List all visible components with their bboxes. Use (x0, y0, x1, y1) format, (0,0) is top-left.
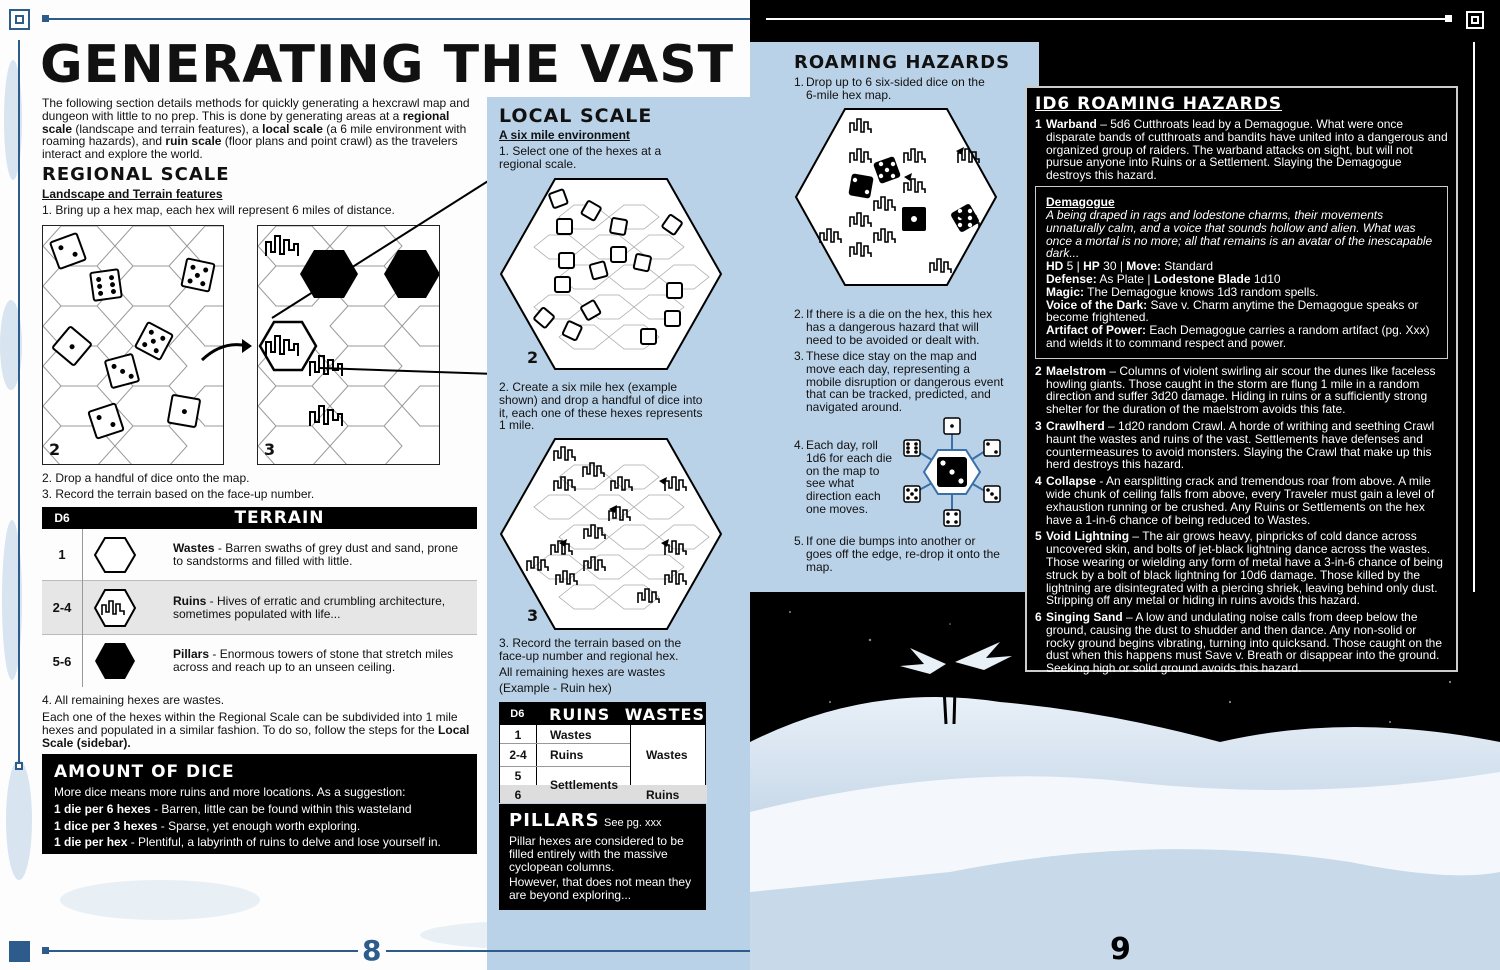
col-wastes: WASTES (624, 704, 705, 724)
rule-cap (15, 762, 23, 770)
arrow-icon (198, 334, 256, 364)
demagogue-voice (1046, 299, 1437, 325)
ruins-result: Settlements (550, 778, 619, 792)
subdivide-link: Local Scale (sidebar). (42, 722, 470, 750)
right-page (750, 0, 1500, 970)
step-text: Each day, roll 1d6 for each die on the map to see what direction each one moves. (806, 438, 893, 516)
terrain-roll: 1 (58, 547, 66, 562)
hazard-text: – A low and undulating noise calls from deep below the ground, causing the dust to shudder and then dance. Any non-solid or rocky ground begins vibrating, turning into quicksand. Those caught on the dust when this happens must Save v. Breath or disappear into the ground. Seeking high or solid ground avoids this hazard. (1046, 610, 1443, 676)
corner-block (9, 941, 30, 962)
amount-intro: More dice means more ruins and more locations. As a suggestion: (54, 785, 406, 799)
terrain-text: - Enormous towers of stone that stretch miles across and reach up to an unseen ceiling. (173, 647, 454, 674)
die (89, 268, 123, 302)
regional-heading: REGIONAL SCALE (42, 164, 230, 185)
terrain-text: - Hives of erratic and crumbling architecture, sometimes populated with life... (173, 593, 446, 621)
rule-cap (1445, 15, 1452, 22)
pillars-ref: See pg. xxx (604, 817, 662, 829)
demagogue-name: Demagogue (1046, 194, 1115, 209)
step-number: 3. (794, 349, 805, 363)
regional-subheading: Landscape and Terrain features (42, 187, 223, 201)
amount-row-label: 1 dice per 3 hexes (54, 818, 158, 833)
intro-ruin: ruin scale (165, 134, 222, 149)
terrain-row (42, 635, 477, 687)
col-d6: D6 (54, 511, 70, 525)
hazard-name: Crawlherd (1046, 418, 1105, 433)
ruins-table (499, 702, 706, 803)
map-label: 3 (264, 440, 277, 459)
die (180, 257, 216, 293)
stat-value: Each Demagogue carries a random artifact (pg. Xxx) and wields it to command respect and power. (1046, 323, 1430, 350)
stat-label: Move: (1126, 259, 1161, 274)
hazard-number: 1 (1035, 117, 1042, 131)
local-title: LOCAL SCALE (499, 105, 653, 127)
intro-regional: regional scale (42, 108, 450, 136)
step-text: These dice stay on the map and move each day, representing a mobile disruption or dangerous event that can be tracked, predicted, and navigated around. (806, 349, 1004, 415)
stat-value: Save v. Charm anytime the Demagogue speaks or become frightened. (1046, 297, 1419, 325)
hazard-name: Singing Sand (1046, 610, 1123, 625)
page-number: 8 (358, 934, 386, 967)
stat-value: 30 | (1099, 259, 1127, 274)
local-step-1: 1. Select one of the hexes at a regional scale. (499, 144, 662, 171)
hazards-box (1025, 86, 1458, 676)
pillars-box (499, 804, 706, 910)
hazard-text: - An earsplitting crack and tremendous roar from above. A mile wide chunk of ceiling falls from above, every Traveler must gain a level of exhaustion running or be crushed. Any Ruins or Settlements on the hex have a 1-in-6 chance of being reduced to Wastes. (1046, 474, 1435, 527)
hazard-name: Collapse (1046, 474, 1097, 489)
intro-text-2: (landscape and terrain features), a (75, 121, 259, 136)
hazard-name: Maelstrom (1046, 363, 1107, 378)
roaming-title: ROAMING HAZARDS (794, 52, 1011, 73)
subdivide-text: Each one of the hexes within the Regional Scale can be subdivided into 1 mile hexes and populated in a similar fashion. To do so, follow the steps for the (42, 710, 458, 737)
roaming-step-3 (794, 350, 1004, 414)
roaming-step-4 (794, 439, 898, 516)
hazard-number: 6 (1035, 610, 1042, 625)
ruins-hex-icon (83, 581, 173, 635)
pillars-text-1: Pillar hexes are considered to be filled entirely with the massive cyclopean columns. (509, 834, 684, 874)
step-number: 4. (794, 438, 805, 452)
intro-text-1: The following section details methods for quickly generating a hexcrawl map and dungeon with little to no prep. This is done by generating areas at a (42, 96, 470, 123)
hazard-text: – Columns of violent swirling air scour the dunes like faceless howling giants. Those caught in the storm are flung 1 mile in a random direction and suffer 3d20 damage. Hiding in ruins or a sufficiently strong shelter for the duration of the maelstrom avoids this fate. (1046, 363, 1436, 417)
corner-ornament (1466, 11, 1484, 29)
roaming-step-5 (794, 535, 1004, 573)
stat-label: HP (1083, 259, 1100, 274)
hex-label: 2 (527, 348, 540, 367)
hazard-number: 5 (1035, 529, 1042, 544)
col-ruins: RUINS (549, 704, 611, 724)
demagogue-flavor: A being draped in rags and lodestone charms, their movements unnaturally calm, and a voice that sounds hollow and alien. What was once a mortal is no more; all that remains is an avatar of the inescapable dark... (1046, 207, 1433, 261)
terrain-name: Ruins (173, 593, 207, 608)
step-number: 2. (794, 307, 805, 321)
terrain-roll: 5-6 (52, 653, 72, 669)
local-step-2: 2. Create a six mile hex (example shown) and drop a handful of dice into it, each one of these hexes represents 1 mile. (499, 380, 703, 433)
amount-row-label: 1 die per hex (54, 835, 128, 850)
step-number: 5. (794, 534, 805, 548)
stat-label: Defense: (1046, 271, 1097, 286)
intro-paragraph (42, 97, 482, 161)
ruins-result: Wastes (550, 728, 592, 742)
terrain-text: - Barren swaths of grey dust and sand, prone to sandstorms and filled with little. (173, 540, 459, 568)
wastes-result: Wastes (646, 748, 688, 762)
rule-cap (42, 15, 49, 22)
col-terrain: TERRAIN (234, 508, 325, 528)
wastes-result: Ruins (646, 788, 680, 802)
amount-row (54, 803, 465, 816)
amount-row-label: 1 die per 6 hexes (54, 801, 151, 816)
terrain-name: Pillars (173, 647, 210, 662)
left-vertical-rule (18, 40, 20, 765)
hazard-text: – 1d20 random Crawl. A horde of writhing and seething Crawl haunt the wastes and ruins of the vast. Settlements have defenses and countermeasures to avoid monsters. Slaying the Crawl that make up this herd destroys this hazard. (1046, 418, 1435, 472)
regional-step-3: 3. Record the terrain based on the face-up number. (42, 487, 315, 501)
demagogue-statblock (1035, 186, 1448, 359)
ruins-table-header (500, 703, 705, 725)
amount-row-text: - Sparse, yet enough worth exploring. (157, 818, 361, 833)
hazard-number: 3 (1035, 418, 1042, 433)
map-label: 2 (49, 440, 62, 459)
corner-ornament (9, 9, 30, 30)
amount-row-text: - Barren, little can be found within this wasteland (150, 801, 412, 816)
rule-cap (42, 947, 49, 954)
roaming-step-1 (794, 76, 994, 102)
intro-text-4: (floor plans and point crawl) as the travelers interact and explore the world. (42, 134, 458, 162)
local-remaining: All remaining hexes are wastes (499, 665, 666, 679)
stat-value: Standard (1160, 259, 1213, 274)
stat-label: Voice of the Dark: (1046, 297, 1148, 312)
stat-value: 5 | (1063, 259, 1084, 274)
pillars-hex-icon (83, 635, 173, 687)
hazard-text: – The air grows heavy, pinpricks of cold dance across uncovered skin, and bolts of jet-black lightning dance across the wastes. Those wearing or wielding any form of metal have a 3-in-6 chance of being struck by a bolt of black lightning for 10d6 damage. Those killed by the lightning are disintegrated with a piercing shriek, leaving behind only dust. Stripping off any metal or hiding in ruins avoids this hazard. (1046, 529, 1443, 608)
hazard-entry (1035, 530, 1448, 607)
terrain-row (42, 581, 477, 635)
hazard-text: – 5d6 Cutthroats lead by a Demagogue. What were once disparate bands of cutthroats and bandits have united into a dangerous and organized group of raiders. The warband attacks on sight, but will not pursue anyone into Ruins or a Settlement. Slaying the Demagogue destroys this hazard. (1046, 117, 1448, 183)
terrain-table-header (42, 507, 477, 529)
roaming-hex-map (794, 107, 998, 287)
amount-title: AMOUNT OF DICE (54, 762, 235, 782)
local-hex-dice-map (499, 177, 723, 372)
ruins-roll: 6 (514, 788, 522, 802)
hazard-entry (1035, 118, 1448, 182)
local-hex-ruins-map (499, 437, 723, 632)
step-text: Drop up to 6 six-sided dice on the 6-mile hex map. (806, 75, 985, 102)
ruins-roll: 2-4 (509, 748, 527, 762)
page-number: 9 (1110, 932, 1132, 967)
step-text: If one die bumps into another or goes off the edge, re-drop it onto the map. (806, 534, 1000, 574)
hazard-name: Void Lightning (1046, 529, 1130, 544)
terrain-desc (173, 542, 477, 568)
stat-value: As Plate | (1096, 271, 1154, 286)
terrain-roll: 2-4 (52, 600, 72, 615)
stat-label: Lodestone Blade (1153, 271, 1251, 286)
regional-map-dice (42, 225, 224, 465)
regional-step-4: 4. All remaining hexes are wastes. (42, 693, 225, 707)
pillars-heading (509, 810, 696, 831)
hazard-number: 4 (1035, 474, 1042, 489)
zoom-lines (270, 170, 500, 380)
stat-label: Magic: (1046, 284, 1085, 299)
step-text: If there is a die on the hex, this hex has a dangerous hazard that will need to be avoided or dealt with. (806, 307, 993, 347)
hazard-number: 2 (1035, 363, 1042, 378)
demagogue-artifact (1046, 324, 1437, 350)
bottom-rule (44, 950, 750, 952)
regional-step-1: 1. Bring up a hex map, each hex will represent 6 miles of distance. (42, 203, 395, 217)
stat-label: Artifact of Power: (1046, 323, 1147, 338)
pillars-title: PILLARS (509, 810, 600, 831)
terrain-row (42, 529, 477, 581)
subdivide-paragraph (42, 711, 482, 749)
amount-row-text: - Plentiful, a labyrinth of ruins to delve and lose yourself in. (127, 835, 441, 850)
hazard-entry (1035, 420, 1448, 471)
die (167, 394, 202, 429)
direction-diagram (900, 416, 1004, 528)
hazards-title: ID6 ROAMING HAZARDS (1035, 94, 1283, 114)
hex-label: 3 (527, 606, 540, 625)
step-number: 1. (794, 75, 805, 89)
stat-value: 1d10 (1250, 271, 1281, 286)
terrain-name: Wastes (173, 540, 215, 555)
top-rule (44, 18, 750, 20)
ruins-roll: 5 (514, 769, 522, 783)
col-d6: D6 (510, 708, 525, 720)
regional-step-2: 2. Drop a handful of dice onto the map. (42, 471, 250, 485)
page-title: GENERATING THE VAST (40, 35, 735, 95)
intro-text-3: (a 6 mile environment with roaming hazards), and (42, 121, 467, 149)
terrain-desc (173, 595, 477, 621)
roaming-step-2 (794, 308, 1004, 346)
local-example: (Example - Ruin hex) (499, 681, 612, 695)
intro-local: local scale (262, 121, 323, 136)
hazard-name: Warband (1046, 117, 1097, 131)
hazard-entry (1035, 611, 1448, 675)
pillars-text-2: However, that does not mean they are beyond exploring... (509, 875, 692, 903)
wastes-hex-icon (83, 529, 173, 581)
top-rule (766, 18, 1448, 20)
stat-label: HD (1046, 259, 1064, 274)
terrain-table (42, 507, 477, 687)
ruins-roll: 1 (514, 728, 522, 742)
hazard-entry (1035, 475, 1448, 526)
terrain-desc (173, 648, 477, 674)
local-sub: A six mile environment (499, 128, 630, 142)
hazard-entry (1035, 365, 1448, 416)
amount-of-dice-box (42, 754, 477, 854)
local-step-3: 3. Record the terrain based on the face-up number and regional hex. (499, 636, 682, 663)
ruins-result: Ruins (550, 748, 584, 762)
amount-row (54, 820, 465, 833)
stat-value: The Demagogue knows 1d3 random spells. (1084, 284, 1319, 299)
amount-row (54, 836, 465, 849)
